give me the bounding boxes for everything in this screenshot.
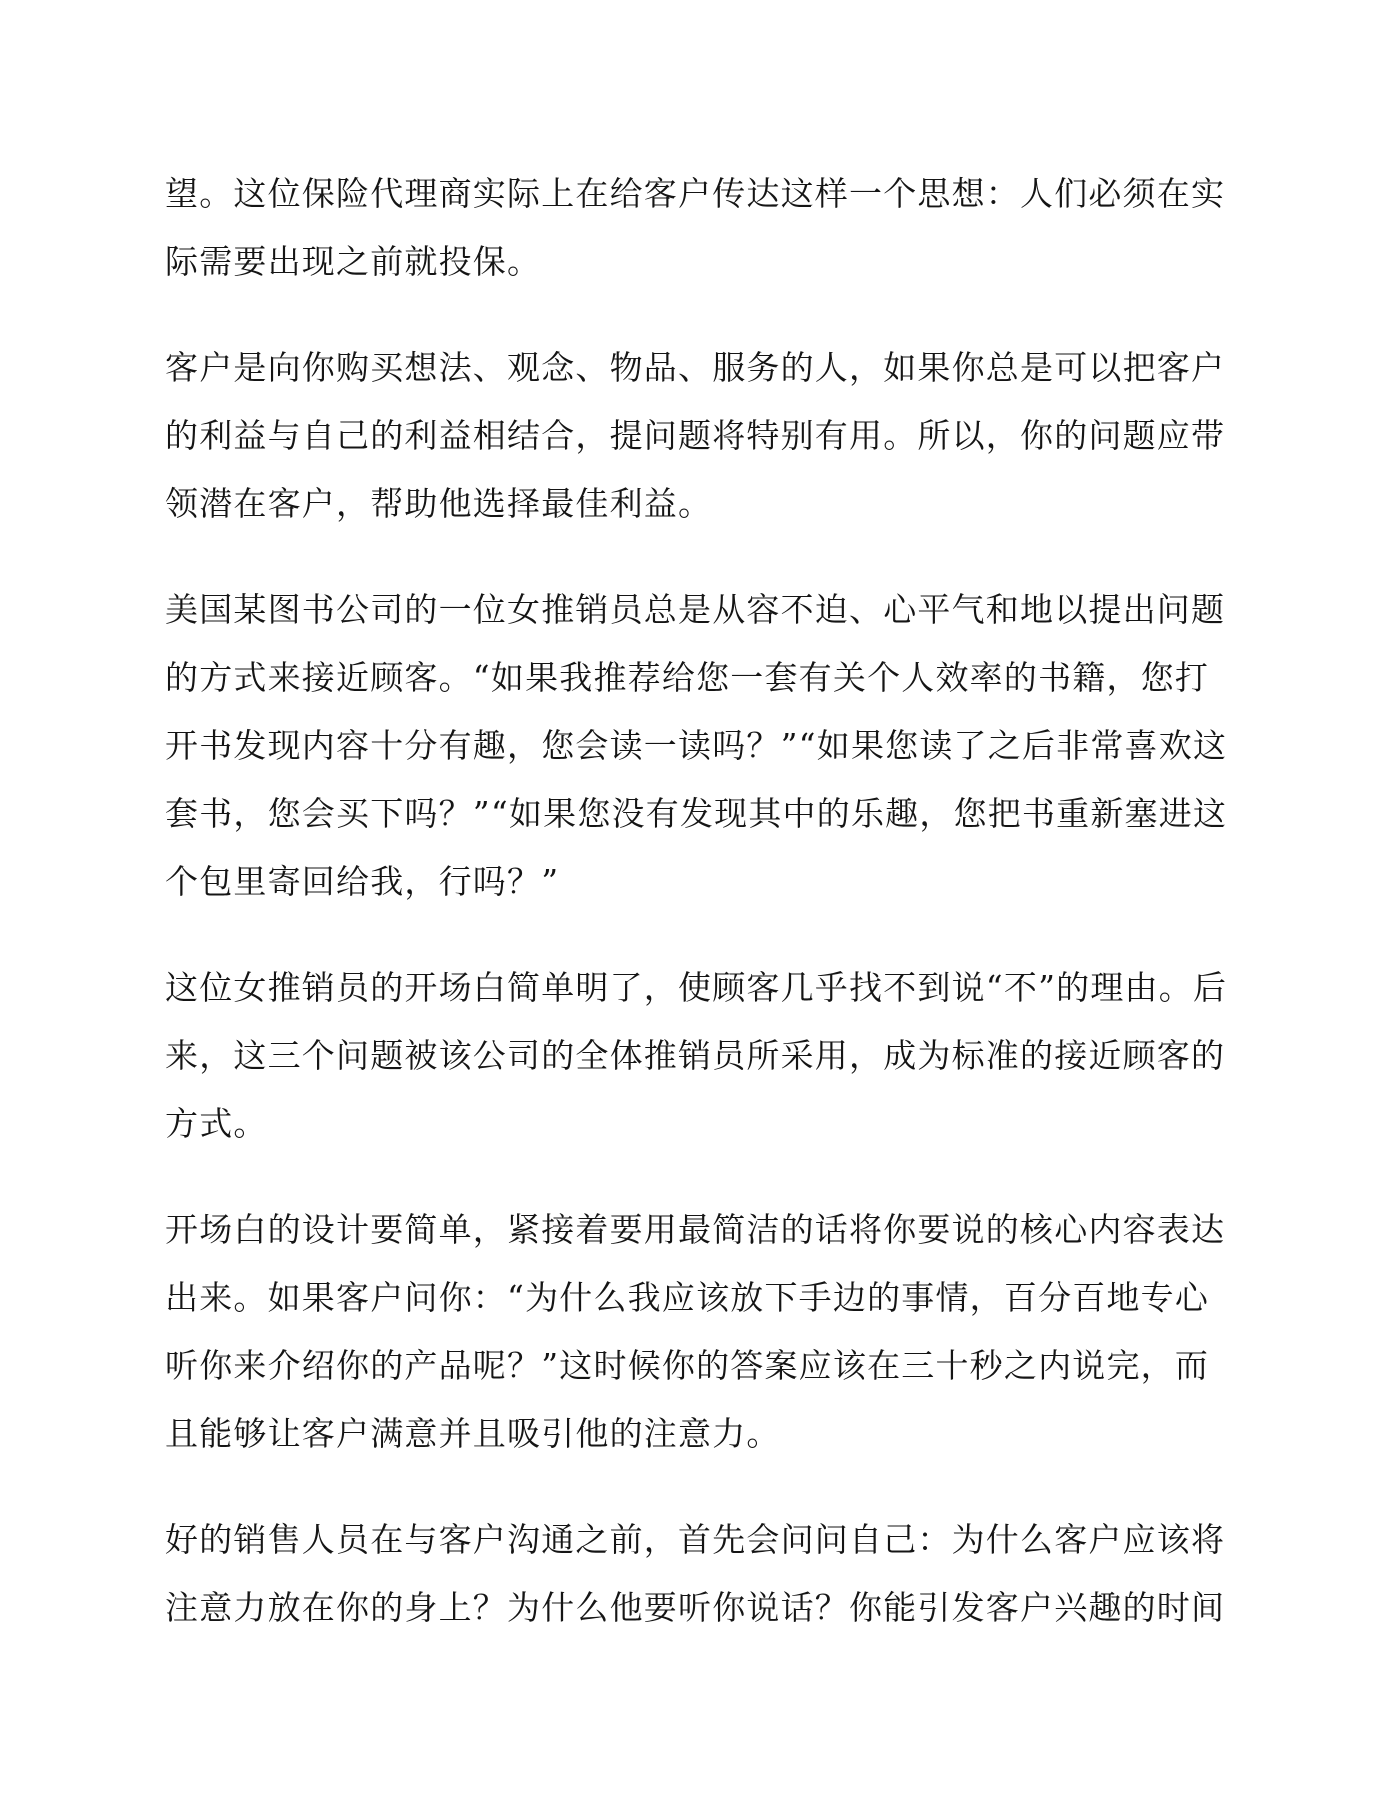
text-line: 领潜在客户，帮助他选择最佳利益。 <box>165 484 713 523</box>
text-line: 注意力放在你的身上？为什么他要听你说话？你能引发客户兴趣的时间 <box>165 1588 1226 1627</box>
paragraph <box>165 954 1227 1158</box>
text-line: 望。这位保险代理商实际上在给客户传达这样一个思想：人们必须在实 <box>165 174 1226 213</box>
text-line: 个包里寄回给我，行吗？” <box>165 862 560 901</box>
text-line: 的利益与自己的利益相结合，提问题将特别有用。所以，你的问题应带 <box>165 416 1226 455</box>
text-line: 好的销售人员在与客户沟通之前，首先会问问自己：为什么客户应该将 <box>165 1520 1226 1559</box>
text-line: 美国某图书公司的一位女推销员总是从容不迫、心平气和地以提出问题 <box>165 590 1226 629</box>
document-body <box>165 160 1227 1680</box>
text-line: 的方式来接近顾客。“如果我推荐给您一套有关个人效率的书籍，您打 <box>165 658 1210 697</box>
text-line: 这位女推销员的开场白简单明了，使顾客几乎找不到说“不”的理由。后 <box>165 968 1228 1007</box>
paragraph <box>165 334 1227 538</box>
text-line: 开场白的设计要简单，紧接着要用最简洁的话将你要说的核心内容表达 <box>165 1210 1226 1249</box>
text-line: 来，这三个问题被该公司的全体推销员所采用，成为标准的接近顾客的 <box>165 1036 1226 1075</box>
paragraph <box>165 1196 1227 1468</box>
text-line: 客户是向你购买想法、观念、物品、服务的人，如果你总是可以把客户 <box>165 348 1226 387</box>
text-line: 开书发现内容十分有趣，您会读一读吗？”“如果您读了之后非常喜欢这 <box>165 726 1228 765</box>
text-line: 际需要出现之前就投保。 <box>165 242 542 281</box>
text-line: 出来。如果客户问你：“为什么我应该放下手边的事情，百分百地专心 <box>165 1278 1210 1317</box>
paragraph <box>165 576 1227 916</box>
paragraph <box>165 160 1227 296</box>
text-line: 方式。 <box>165 1104 268 1143</box>
text-line: 套书，您会买下吗？”“如果您没有发现其中的乐趣，您把书重新塞进这 <box>165 794 1228 833</box>
text-line: 听你来介绍你的产品呢？”这时候你的答案应该在三十秒之内说完，而 <box>165 1346 1210 1385</box>
paragraph <box>165 1506 1227 1642</box>
text-line: 且能够让客户满意并且吸引他的注意力。 <box>165 1414 781 1453</box>
